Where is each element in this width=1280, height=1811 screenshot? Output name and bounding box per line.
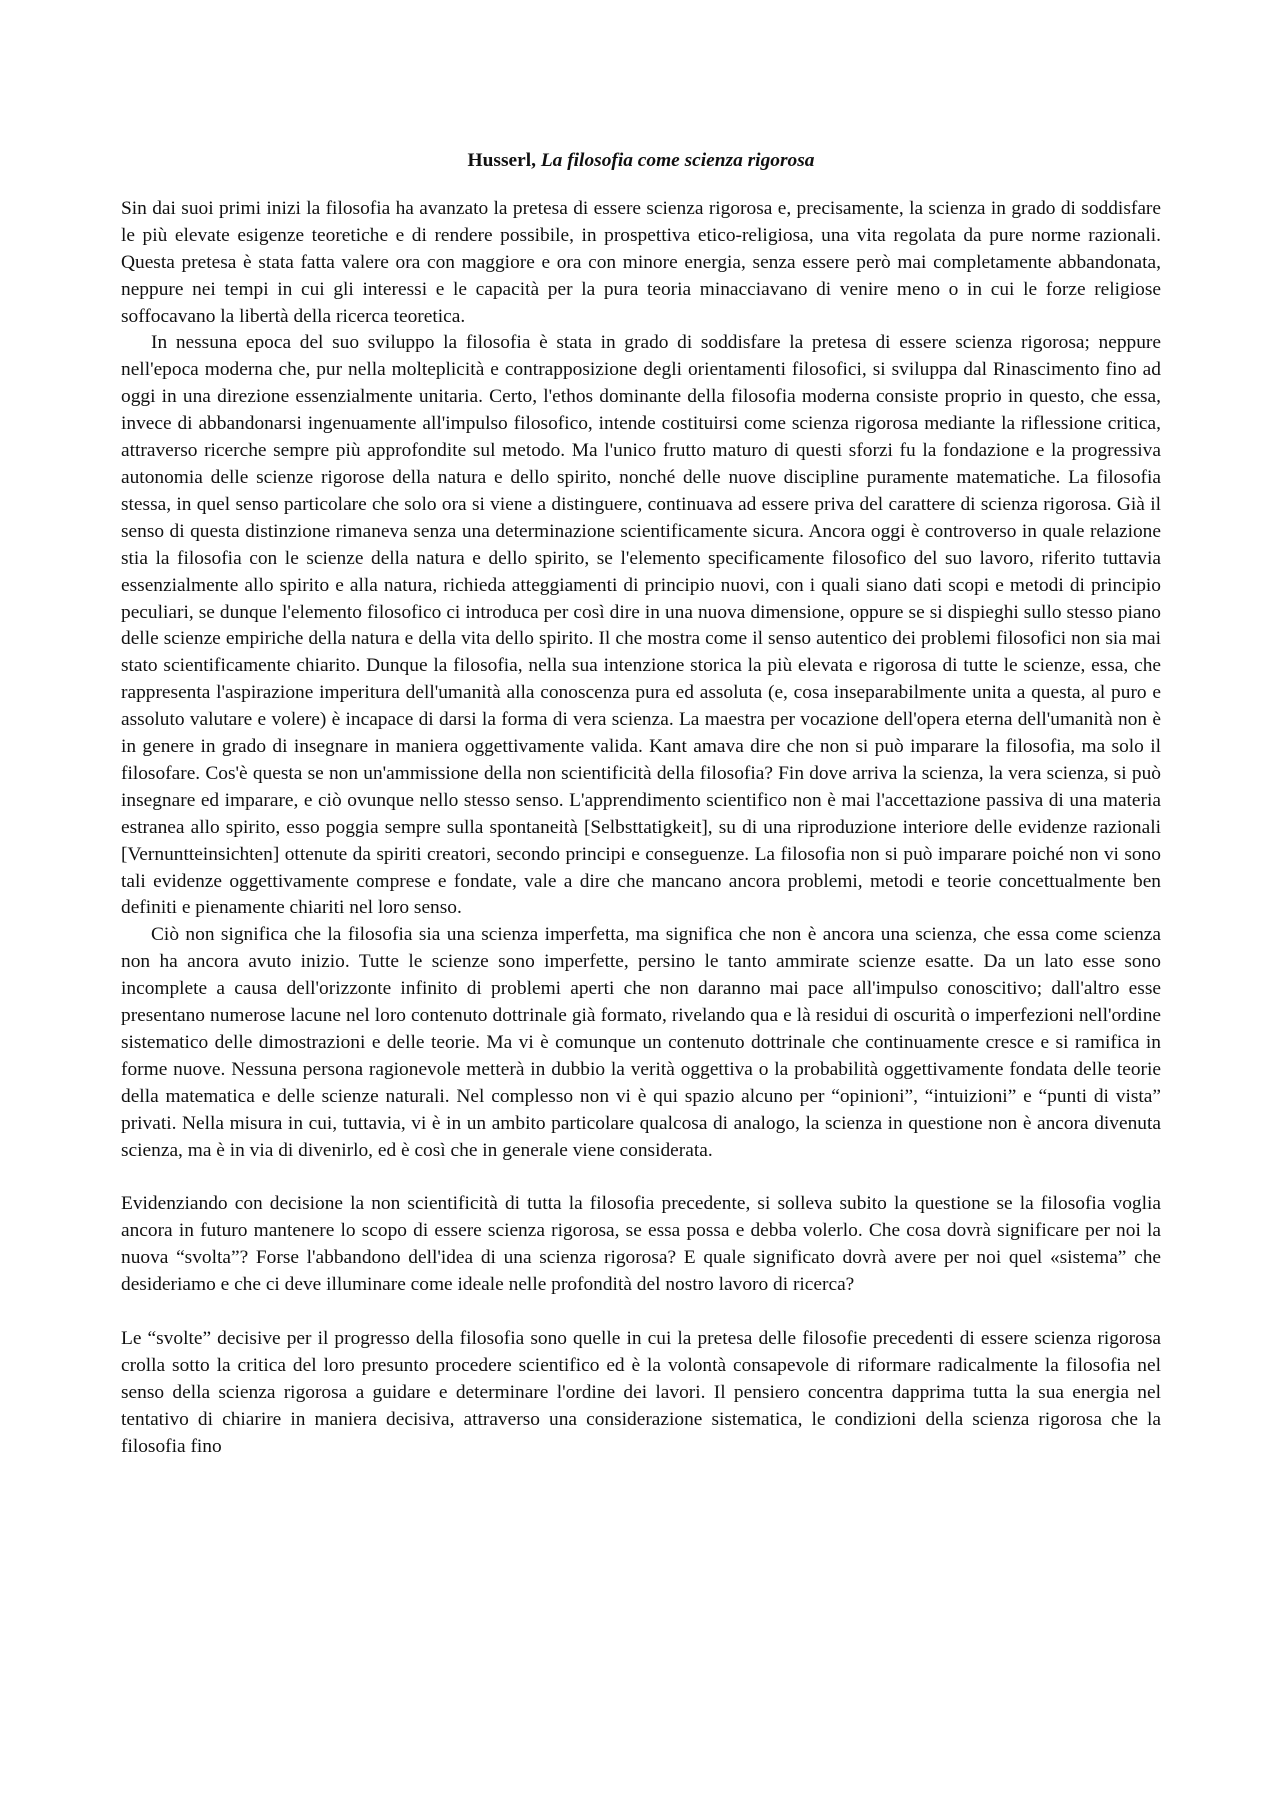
paragraph-4: Evidenziando con decisione la non scientificità di tutta la filosofia precedente, si solleva subito la questione se la filosofia voglia ancora in futuro mantenere lo scopo di essere scienza rigorosa, se essa possa e debba volerlo. Che cosa dovrà significare per noi la nuova “svolta”? Forse l'abbandono dell'idea di una scienza rigorosa? E quale significato dovrà avere per noi quel «sistema” che desideriamo e che ci deve illuminare come ideale nelle profondità del nostro lavoro di ricerca?: [121, 1193, 1161, 1296]
document-title: [121, 148, 1161, 175]
paragraph-2: In nessuna epoca del suo sviluppo la filosofia è stata in grado di soddisfare la pretesa di essere scienza rigorosa; neppure nell'epoca moderna che, pur nella molteplicità e contrapposizione degli orientamenti filosofici, si sviluppa dal Rinascimento fino ad oggi in una direzione essenzialmente unitaria. Certo, l'ethos dominante della filosofia moderna consiste proprio in questo, che essa, invece di abbandonarsi ingenuamente all'impulso filosofico, intende costituirsi come scienza rigorosa mediante la riflessione critica, attraverso ricerche sempre più approfondite sul metodo. Ma l'unico frutto maturo di questi sforzi fu la fondazione e la progressiva autonomia delle scienze rigorose della natura e dello spirito, nonché delle nuove discipline puramente matematiche. La filosofia stessa, in quel senso particolare che solo ora si viene a distinguere, continuava ad essere priva del carattere di scienza rigorosa. Già il senso di questa distinzione rimaneva senza una determinazione scientificamente sicura. Ancora oggi è controverso in quale relazione stia la filosofia con le scienze della natura e dello spirito, se l'elemento specificamente filosofico del suo lavoro, riferito tuttavia essenzialmente allo spirito e alla natura, richieda atteggiamenti di principio nuovi, con i quali siano dati scopi e metodi di principio peculiari, se dunque l'elemento filosofico ci introduca per così dire in una nuova dimensione, oppure se si dispieghi sullo stesso piano delle scienze empiriche della natura e della vita dello spirito. Il che mostra come il senso autentico dei problemi filosofici non sia mai stato scientificamente chiarito. Dunque la filosofia, nella sua intenzione storica la più elevata e rigorosa di tutte le scienze, essa, che rappresenta l'aspirazione imperitura dell'umanità alla conoscenza pura ed assoluta (e, cosa inseparabilmente unita a questa, al puro e assoluto valutare e volere) è incapace di darsi la forma di vera scienza. La maestra per vocazione dell'opera eterna dell'umanità non è in genere in grado di insegnare in maniera oggettivamente valida. Kant amava dire che non si può imparare la filosofia, ma solo il filosofare. Cos'è questa se non un'ammissione della non scientificità della filosofia? Fin dove arriva la scienza, la vera scienza, si può insegnare ed imparare, e ciò ovunque nello stesso senso. L'apprendimento scientifico non è mai l'accettazione passiva di una materia estranea allo spirito, esso poggia sempre sulla spontaneità [Selbsttatigkeit], su di una riproduzione interiore delle evidenze razionali [Vernuntteinsichten] ottenute da spiriti creatori, secondo principi e conseguenze. La filosofia non si può imparare poiché non vi sono tali evidenze oggettivamente comprese e fondate, vale a dire che mancano ancora problemi, metodi e teorie concettualmente ben definiti e pienamente chiariti nel loro senso.: [121, 332, 1161, 919]
paragraph-3: Ciò non significa che la filosofia sia una scienza imperfetta, ma significa che non è ancora una scienza, che essa come scienza non ha ancora avuto inizio. Tutte le scienze sono imperfette, persino le tanto ammirate scienze esatte. Da un lato esse sono incomplete a causa dell'orizzonte infinito di problemi aperti che non daranno mai pace all'impulso conoscitivo; dall'altro esse presentano numerose lacune nel loro contenuto dottrinale già formato, rivelando qua e là residui di oscurità o imperfezioni nell'ordine sistematico delle dimostrazioni e delle teorie. Ma vi è comunque un contenuto dottrinale che continuamente cresce e si ramifica in forme nuove. Nessuna persona ragionevole metterà in dubbio la verità oggettiva o la probabilità oggettivamente fondata delle teorie della matematica e delle scienze naturali. Nel complesso non vi è qui spazio alcuno per “opinioni”, “intuizioni” e “punti di vista” privati. Nella misura in cui, tuttavia, vi è in un ambito particolare qualcosa di analogo, la scienza in questione non è ancora divenuta scienza, ma è in via di divenirlo, ed è così che in generale viene considerata.: [121, 924, 1161, 1161]
paragraph-1: Sin dai suoi primi inizi la filosofia ha avanzato la pretesa di essere scienza rigorosa e, precisamente, la scienza in grado di soddisfare le più elevate esigenze teoretiche e di rendere possibile, in prospettiva etico-religiosa, una vita regolata da pure norme razionali. Questa pretesa è stata fatta valere ora con maggiore e ora con minore energia, senza essere però mai completamente abbandonata, neppure nei tempi in cui gli interessi e le capacità per la pura teoria minacciavano di venire meno o in cui le forze religiose soffocavano la libertà della ricerca teoretica.: [121, 197, 1161, 327]
paragraph-5: Le “svolte” decisive per il progresso della filosofia sono quelle in cui la pretesa delle filosofie precedenti di essere scienza rigorosa crolla sotto la critica del loro presunto procedere scientifico ed è la volontà consapevole di riformare radicalmente la filosofia nel senso della scienza rigorosa a guidare e determinare l'ordine dei lavori. Il pensiero concentra dapprima tutta la sua energia nel tentativo di chiarire in maniera decisiva, attraverso una considerazione sistematica, le condizioni della scienza rigorosa che la filosofia fino: [121, 1327, 1161, 1457]
document-page: [121, 148, 1161, 1460]
title-author: Husserl,: [467, 150, 536, 171]
title-work: La filosofia come scienza rigorosa: [540, 150, 815, 171]
